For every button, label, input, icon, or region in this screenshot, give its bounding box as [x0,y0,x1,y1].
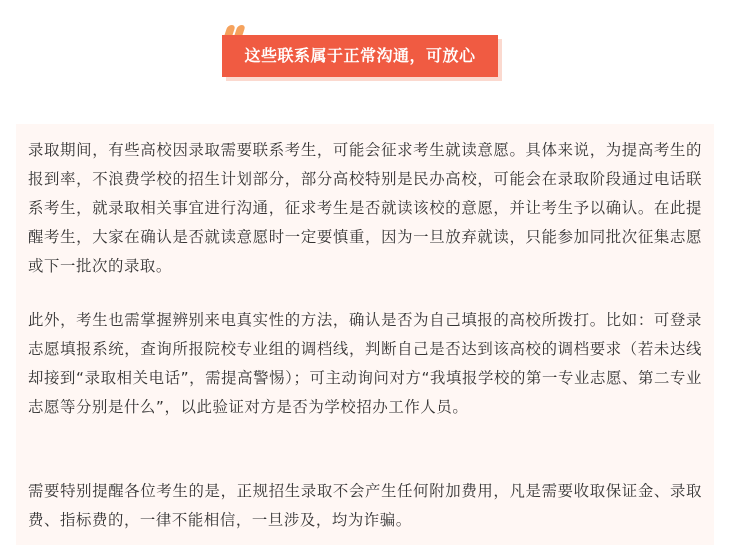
section-title-banner: 这些联系属于正常沟通，可放心 [222,35,498,77]
paragraph-1: 录取期间，有些高校因录取需要联系考生，可能会征求考生就读意愿。具体来说，为提高考生的报到率，不浪费学校的招生计划部分，部分高校特别是民办高校，可能会在录取阶段通过电话联系考生，就录取相关事宜进行沟通，征求考生是否就读该校的意愿，并让考生予以确认。在此提醒考生，大家在确认是否就读意愿时一定要慎重，因为一旦放弃就读，只能参加同批次征集志愿或下一批次的录取。 [28,141,702,275]
article-body [16,124,714,545]
paragraph-2: 此外，考生也需掌握辨别来电真实性的方法，确认是否为自己填报的高校所拨打。比如：可登录志愿填报系统，查询所报院校专业组的调档线，判断自己是否达到该高校的调档要求（若未达线却接到“录取相关电话”，需提高警惕）；可主动询问对方“我填报学校的第一专业志愿、第二专业志愿等分别是什么”，以此验证对方是否为学校招办工作人员。 [28,311,702,416]
paragraph-3: 需要特别提醒各位考生的是，正规招生录取不会产生任何附加费用，凡是需要收取保证金、录取费、指标费的，一律不能相信，一旦涉及，均为诈骗。 [28,482,702,529]
